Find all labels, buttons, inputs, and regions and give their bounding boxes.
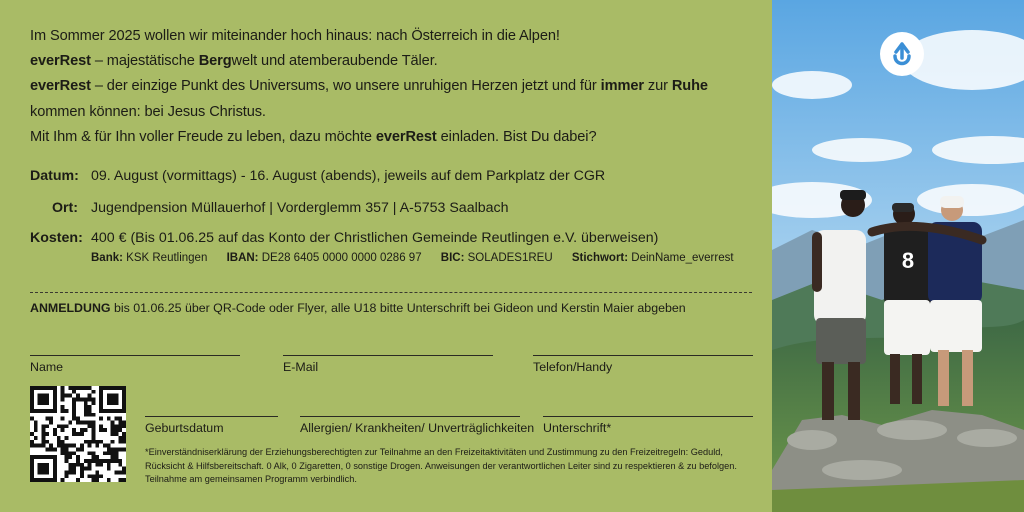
intro-line-2: everRest – majestätische Bergwelt und atemberaubende Täler. <box>30 53 438 70</box>
birthdate-field[interactable] <box>145 416 278 435</box>
place-value: Jugendpension Müllauerhof | Vorderglemm 357 | A-5753 Saalbach <box>91 200 509 216</box>
date-value: 09. August (vormittags) - 16. August (abends), jeweils auf dem Parkplatz der CGR <box>91 168 606 184</box>
intro-text <box>30 24 760 150</box>
qr-code-pattern <box>30 386 126 482</box>
bic-value: SOLADES1REU <box>467 252 553 264</box>
email-field[interactable] <box>283 355 493 374</box>
signature-field[interactable] <box>543 416 753 435</box>
iban-label: IBAN: <box>226 252 259 264</box>
registration-notice <box>30 301 686 315</box>
signature-field-label: Unterschrift* <box>543 421 612 435</box>
phone-field-label: Telefon/Handy <box>533 360 613 374</box>
brand-everrest: everRest <box>30 53 91 70</box>
name-field-label: Name <box>30 360 64 374</box>
brand-everrest: everRest <box>375 128 437 145</box>
jersey-number: 8 <box>901 248 915 273</box>
registration-qr-code[interactable] <box>30 386 126 482</box>
brand-everrest: everRest <box>30 78 91 95</box>
bic-label: BIC: <box>440 252 465 264</box>
bank-details <box>91 252 750 264</box>
place-label: Ort: <box>51 200 78 216</box>
birthdate-field-label: Geburtsdatum <box>145 421 224 435</box>
name-field[interactable] <box>30 355 240 374</box>
intro-line-4: kommen können: bei Jesus Christus. <box>30 103 266 120</box>
iban-value: DE28 6405 0000 0000 0286 97 <box>261 252 422 264</box>
bank-value: KSK Reutlingen <box>126 252 208 264</box>
intro-line-3: everRest – der einzige Punkt des Universums, wo unsere unruhigen Herzen jetzt und für immer zur Ruhe <box>30 78 708 95</box>
cut-line-divider <box>30 292 752 293</box>
reference-value: DeinName_everrest <box>631 252 734 264</box>
allergies-field-label: Allergien/ Krankheiten/ Unverträglichkeiten <box>300 421 535 435</box>
consent-note: *Einverständniserklärung der Erziehungsberechtigten zur Teilnahme an den Freizeitaktivitäten und Zustimmung zu den Freizeitregeln: Geduld, Rücksicht & Hilfsbereitschaft. 0 Alk, 0 Zigaretten, 0 sonstige Drogen. Anweisungen der verantwortlichen Leiter sind zu respektieren & zu befolgen. Teilnahme am gemeinsamen Programm verbindlich. <box>145 447 737 485</box>
reference-label: Stichwort: <box>571 252 629 264</box>
date-label: Datum: <box>30 168 79 184</box>
allergies-field[interactable] <box>300 416 535 435</box>
everrest-logo-icon <box>880 32 924 76</box>
cost-label: Kosten: <box>30 230 83 246</box>
phone-field[interactable] <box>533 355 753 374</box>
registration-text: bis 01.06.25 über QR-Code oder Flyer, alle U18 bitte Unterschrift bei Gideon und Kerstin Maier abgeben <box>110 301 686 315</box>
bank-label: Bank: <box>91 252 123 264</box>
intro-line-1: Im Sommer 2025 wollen wir miteinander hoch hinaus: nach Österreich in die Alpen! <box>30 28 560 44</box>
registration-title: ANMELDUNG <box>30 301 111 315</box>
email-field-label: E-Mail <box>283 360 319 374</box>
intro-line-5: Mit Ihm & für Ihn voller Freude zu leben, dazu möchte everRest einladen. Bist Du dabei? <box>30 128 597 145</box>
cost-value: 400 € (Bis 01.06.25 auf das Konto der Christlichen Gemeinde Reutlingen e.V. überweisen) <box>91 230 659 246</box>
group-hiking-photo <box>772 0 1024 512</box>
